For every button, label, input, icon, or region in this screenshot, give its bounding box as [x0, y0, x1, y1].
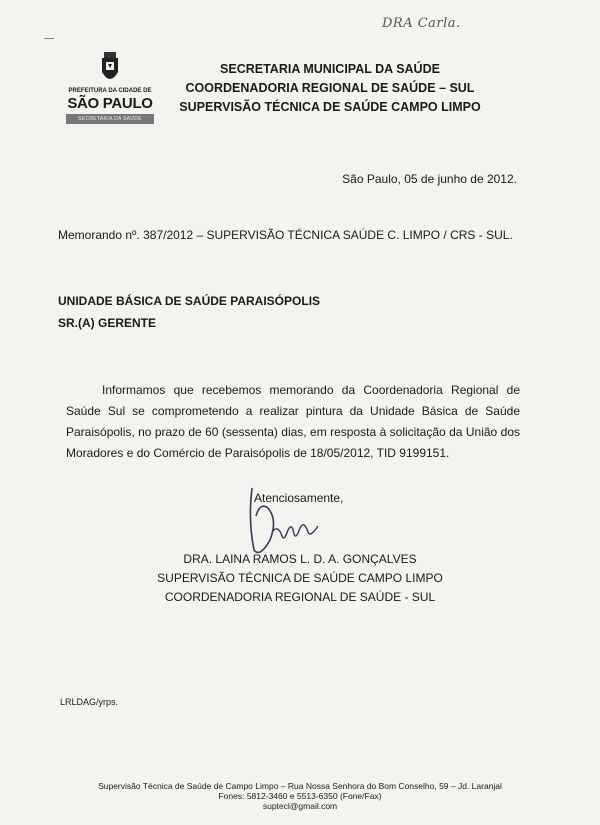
- header-line2: COORDENADORIA REGIONAL DE SAÚDE – SUL: [185, 81, 475, 95]
- signer-title2: COORDENADORIA REGIONAL DE SAÚDE - SUL: [164, 590, 436, 604]
- recipient-line2: SR.(A) GERENTE: [58, 316, 157, 330]
- coat-of-arms-icon: [98, 52, 122, 88]
- memo-line: Memorando nº. 387/2012 – SUPERVISÃO TÉCNICA SAÚDE C. LIMPO / CRS - SUL.: [58, 228, 513, 242]
- footer-phones: Fones: 5812-3460 e 5513-6350 (Fone/Fax): [218, 791, 382, 801]
- reference-initials: LRLDAG/yrps.: [60, 697, 119, 707]
- closing: Atenciosamente,: [254, 491, 344, 505]
- body-paragraph: Informamos que recebemos memorando da Coordenadoria Regional de Saúde Sul se comprometendo a realizar pintura da Unidade Básica de Saúde Paraisópolis, no prazo de 60 (sessenta) dias, em resposta à solicitação da União dos Moradores e do Comércio de Paraisópolis de 18/05/2012, TID 9199151.: [66, 383, 520, 460]
- logo-band: SECRETARIA DA SAÚDE: [66, 114, 154, 124]
- city-logo: [62, 52, 158, 128]
- signer-title1: SUPERVISÃO TÉCNICA DE SAÚDE CAMPO LIMPO: [157, 571, 443, 585]
- logo-line1: PREFEITURA DA CIDADE DE: [68, 88, 152, 94]
- header-line1: SECRETARIA MUNICIPAL DA SAÚDE: [220, 62, 440, 76]
- scan-mark: [44, 38, 54, 39]
- footer-email: suptecl@gmail.com: [262, 801, 338, 811]
- recipient-line1: UNIDADE BÁSICA DE SAÚDE PARAISÓPOLIS: [58, 294, 321, 308]
- logo-line2: SÃO PAULO: [67, 95, 153, 112]
- handwritten-note: DRA Carla.: [382, 16, 461, 31]
- signer-name: DRA. LAINA RAMOS L. D. A. GONÇALVES: [183, 552, 417, 566]
- footer-address: Supervisão Técnica de Saúde de Campo Limpo – Rua Nossa Senhora do Bom Conselho, 59 – Jd. Laranjal: [98, 781, 502, 791]
- header-line3: SUPERVISÃO TÉCNICA DE SAÚDE CAMPO LIMPO: [179, 100, 481, 114]
- document-date: São Paulo, 05 de junho de 2012.: [342, 172, 517, 186]
